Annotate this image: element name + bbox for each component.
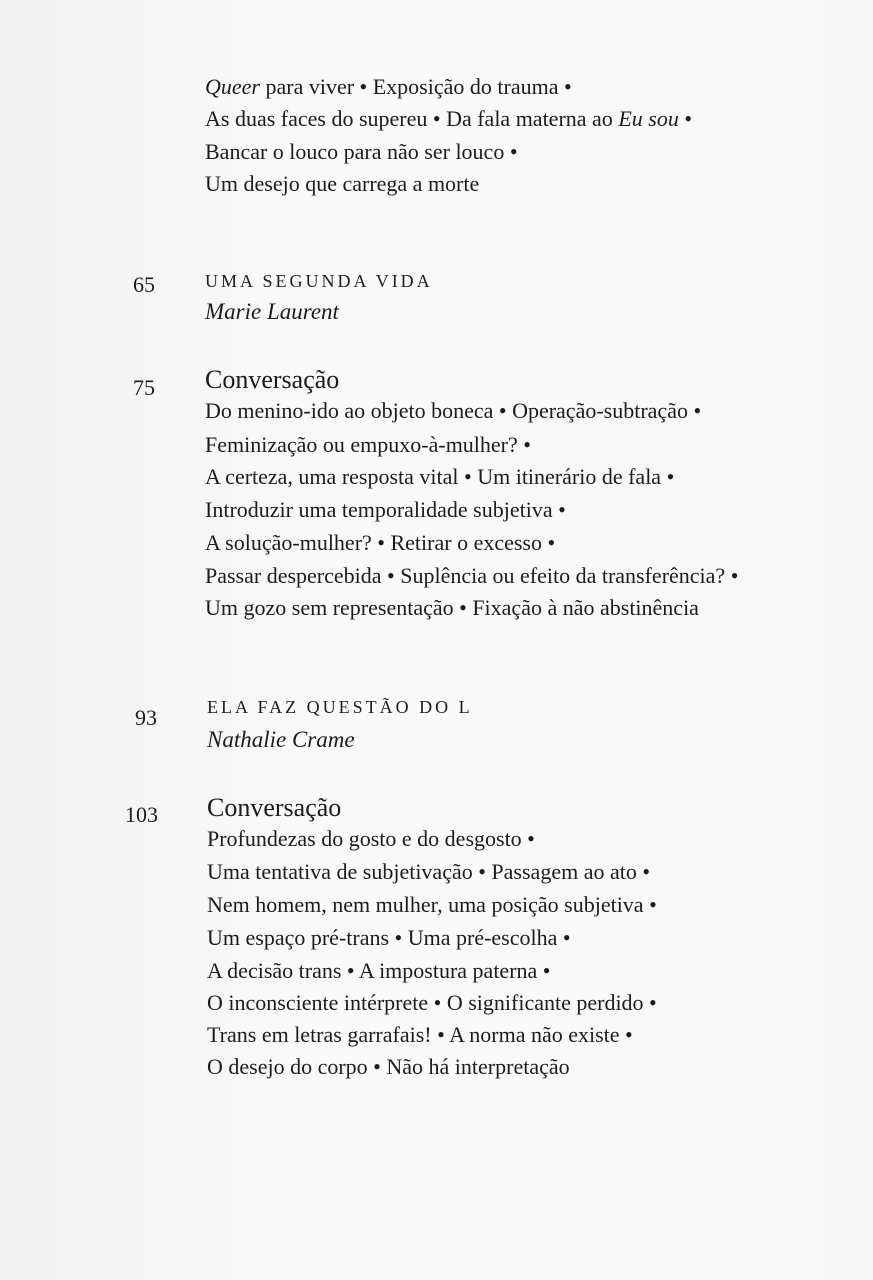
toc-subtopic-line: Um espaço pré-trans • Uma pré-escolha • — [207, 925, 571, 950]
toc-subtopic-line: Trans em letras garrafais! • A norma não existe • — [207, 1022, 633, 1047]
line-text: • — [678, 106, 693, 131]
toc-subtopic-line: Profundezas do gosto e do desgosto • — [207, 826, 535, 851]
section-heading: Conversação — [207, 793, 342, 822]
toc-subtopic-line: A certeza, uma resposta vital • Um itinerário de fala • — [205, 464, 675, 489]
chapter-author: Marie Laurent — [205, 299, 339, 324]
chapter-author: Nathalie Crame — [207, 727, 355, 752]
page-number: 93 — [135, 705, 157, 730]
toc-subtopic-line — [205, 104, 692, 134]
toc-subtopic-line: Nem homem, nem mulher, uma posição subjetiva • — [207, 892, 657, 917]
chapter-title: UMA SEGUNDA VIDA — [205, 271, 433, 291]
section-heading: Conversação — [205, 365, 340, 394]
toc-subtopic-line: Um gozo sem representação • Fixação à não abstinência — [205, 595, 699, 620]
italic-term: Eu sou — [618, 106, 679, 131]
toc-subtopic-line: Bancar o louco para não ser louco • — [205, 139, 518, 164]
toc-subtopic-line: Passar despercebida • Suplência ou efeito da transferência? • — [205, 563, 739, 588]
page-number: 75 — [133, 375, 155, 400]
toc-subtopic-line: Introduzir uma temporalidade subjetiva • — [205, 497, 566, 522]
italic-term: Queer — [205, 74, 260, 99]
line-text: para viver • Exposição do trauma • — [259, 74, 572, 99]
toc-subtopic-line: Uma tentativa de subjetivação • Passagem ao ato • — [207, 859, 651, 884]
toc-subtopic-line: Feminização ou empuxo-à-mulher? • — [205, 432, 531, 457]
toc-subtopic-line: Um desejo que carrega a morte — [205, 171, 480, 196]
toc-subtopic-line — [205, 72, 572, 102]
toc-subtopic-line: O inconsciente intérprete • O significante perdido • — [207, 990, 657, 1015]
page-number: 103 — [125, 802, 158, 827]
page-number: 65 — [133, 272, 155, 297]
toc-subtopic-line: A solução-mulher? • Retirar o excesso • — [205, 530, 556, 555]
chapter-title: ELA FAZ QUESTÃO DO L — [207, 697, 473, 717]
toc-subtopic-line: A decisão trans • A impostura paterna • — [207, 958, 551, 983]
toc-subtopic-line: Do menino-ido ao objeto boneca • Operação-subtração • — [205, 398, 702, 423]
toc-subtopic-line: O desejo do corpo • Não há interpretação — [207, 1054, 570, 1079]
line-text: As duas faces do supereu • Da fala materna ao — [205, 106, 619, 131]
